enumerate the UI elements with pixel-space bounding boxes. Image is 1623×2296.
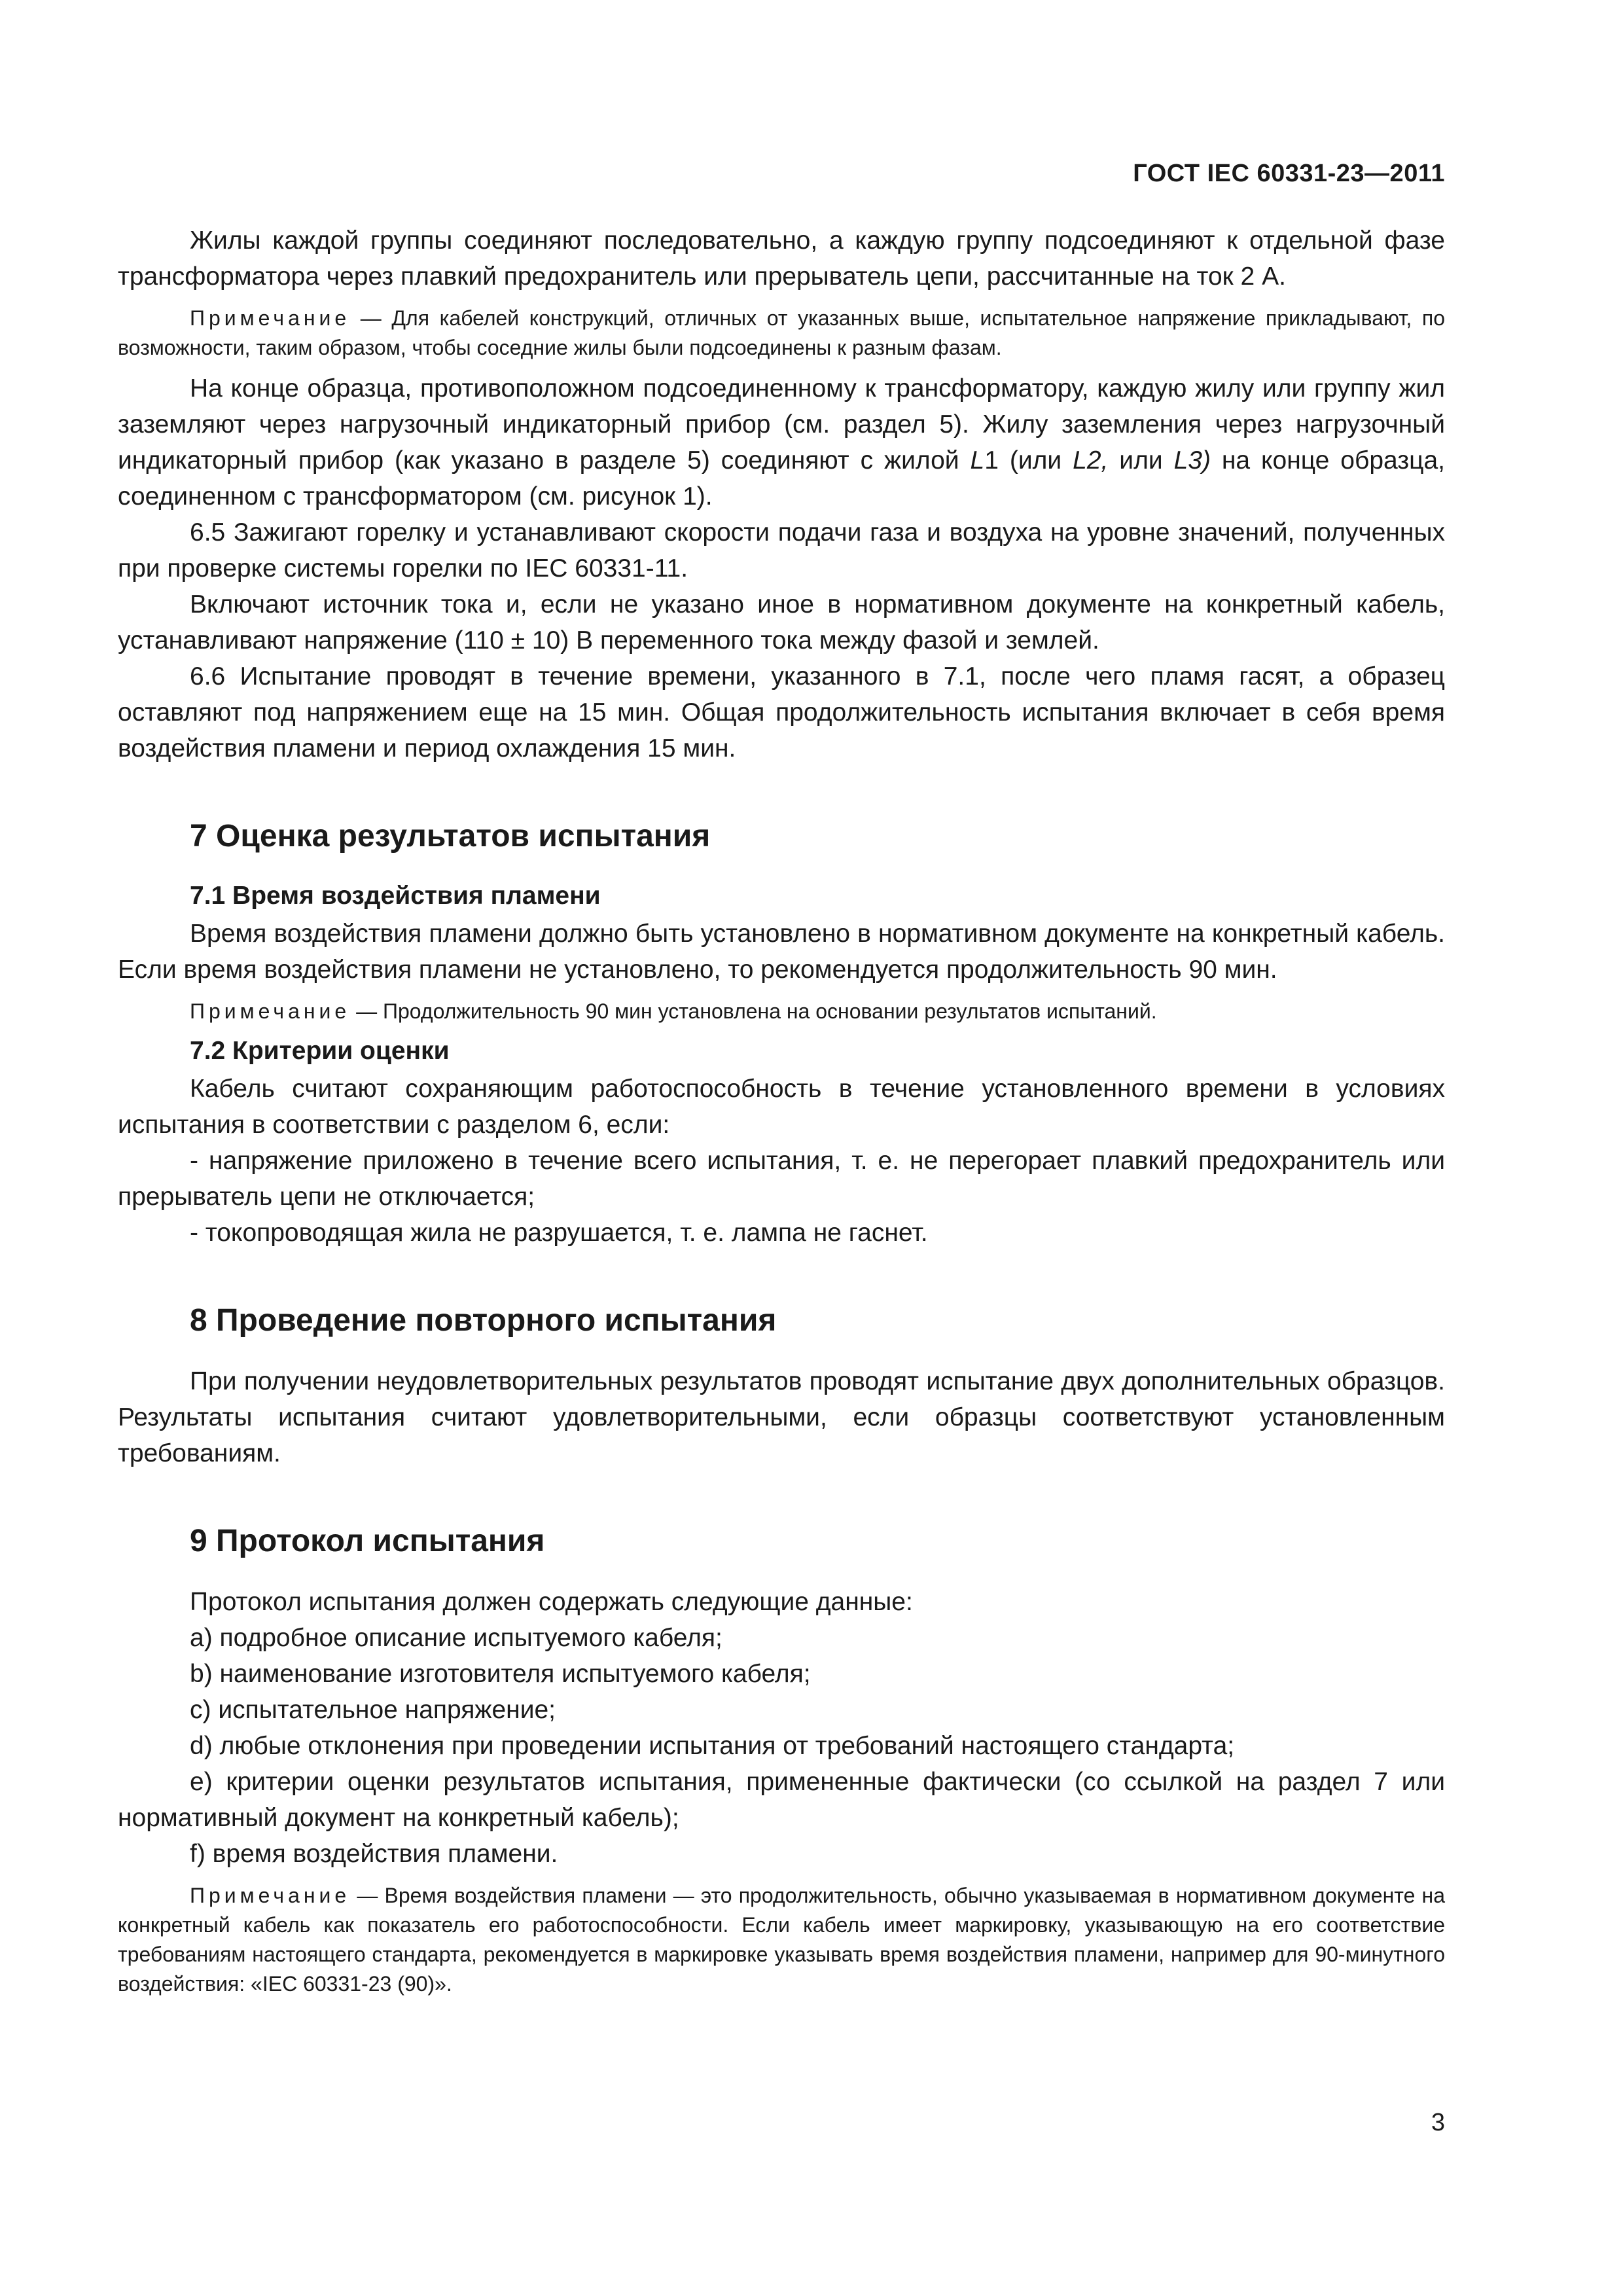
paragraph-8: При получении неудовлетворительных результатов проводят испытание двух дополнительных образцов. Результаты испытания считают удовлетворительными, если образцы соответствуют установленным требованиям. xyxy=(118,1367,1445,1467)
standard-code-header: ГОСТ IEC 60331-23—2011 xyxy=(1133,160,1445,187)
paragraph-grounding xyxy=(118,370,1445,514)
list-item-d: d) любые отклонения при проведении испытания от требований настоящего стандарта; xyxy=(190,1732,1235,1760)
note-text: — Время воздействия пламени — это продолжительность, обычно указываемая в нормативном документе на конкретный кабель как показатель его работоспособности. Если кабель имеет маркировку, указывающую на его соответствие требованиям настоящего стандарта, рекомендуется в маркировке указывать время воздействия пламени, например для 90-минутного воздействия: «IEC 60331-23 (90)». xyxy=(118,1884,1445,1996)
page-number: 3 xyxy=(1431,2109,1445,2136)
list-item-b: b) наименование изготовителя испытуемого кабеля; xyxy=(190,1660,811,1688)
italic-symbol: L3) xyxy=(1173,446,1211,475)
list-item-e: e) критерии оценки результатов испытания, примененные фактически (со ссылкой на раздел 7 или нормативный документ на конкретный кабель); xyxy=(118,1768,1445,1832)
note-duration xyxy=(118,997,1445,1026)
list-item-a: a) подробное описание испытуемого кабеля; xyxy=(190,1624,722,1652)
italic-symbol: L xyxy=(970,446,985,475)
paragraph-7-1: Время воздействия пламени должно быть установлено в нормативном документе на конкретный кабель. Если время воздействия пламени не установлено, то рекомендуется продолжительность 90 мин. xyxy=(118,920,1445,984)
paragraph-6-5: 6.5 Зажигают горелку и устанавливают скорости подачи газа и воздуха на уровне значений, полученных при проверке системы горелки по IEC 60331-11. xyxy=(118,518,1445,583)
paragraph-7-2: Кабель считают сохраняющим работоспособность в течение установленного времени в условиях испытания в соответствии с разделом 6, если: xyxy=(118,1075,1445,1139)
note-text: — Продолжительность 90 мин установлена на основании результатов испытаний. xyxy=(350,999,1157,1023)
section-7-heading: 7 Оценка результатов испытания xyxy=(190,819,711,853)
subsection-7-1-heading: 7.1 Время воздействия пламени xyxy=(190,882,601,910)
note-label: Примечание xyxy=(190,306,351,330)
list-item-f: f) время воздействия пламени. xyxy=(190,1840,558,1868)
paragraph-text: 1 (или xyxy=(984,446,1073,475)
note-flame-time xyxy=(118,1881,1445,1999)
list-item-voltage: - напряжение приложено в течение всего испытания, т. е. не перегорает плавкий предохранитель или прерыватель цепи не отключается; xyxy=(118,1147,1445,1211)
list-item-c: c) испытательное напряжение; xyxy=(190,1696,556,1724)
section-8-heading: 8 Проведение повторного испытания xyxy=(190,1303,777,1338)
page-content xyxy=(118,223,1445,2007)
paragraph-text: или xyxy=(1108,446,1174,475)
paragraph-9-intro: Протокол испытания должен содержать следующие данные: xyxy=(190,1588,913,1616)
note-text: — Для кабелей конструкций, отличных от указанных выше, испытательное напряжение прикладывают, по возможности, таким образом, чтобы соседние жилы были подсоединены к разным фазам. xyxy=(118,306,1445,359)
list-item-conductor: - токопроводящая жила не разрушается, т. е. лампа не гаснет. xyxy=(190,1219,928,1247)
italic-symbol: L2, xyxy=(1073,446,1109,475)
note-label: Примечание xyxy=(190,999,351,1023)
note-label: Примечание xyxy=(190,1884,351,1907)
paragraph-voltage: Включают источник тока и, если не указано иное в нормативном документе на конкретный кабель, устанавливают напряжение (110 ± 10) В переменного тока между фазой и землей. xyxy=(118,590,1445,655)
section-9-heading: 9 Протокол испытания xyxy=(190,1524,545,1558)
note-test-voltage xyxy=(118,304,1445,363)
subsection-7-2-heading: 7.2 Критерии оценки xyxy=(190,1037,450,1065)
paragraph-text: на конце образца, соединенном с трансформатором (см. рисунок 1). xyxy=(118,446,1446,511)
paragraph-text: На конце образца, противоположном подсоединенному к трансформатору, каждую жилу или группу жил заземляют через нагрузочный индикаторный прибор (см. раздел 5). Жилу заземления через нагрузочный индикаторный прибор (как указано в разделе 5) соединяют с жилой xyxy=(118,374,1445,475)
paragraph-core-groups: Жилы каждой группы соединяют последовательно, а каждую группу подсоединяют к отдельной фазе трансформатора через плавкий предохранитель или прерыватель цепи, рассчитанные на ток 2 А. xyxy=(118,226,1445,291)
paragraph-6-6: 6.6 Испытание проводят в течение времени, указанного в 7.1, после чего пламя гасят, а образец оставляют под напряжением еще на 15 мин. Общая продолжительность испытания включает в себя время воздействия пламени и период охлаждения 15 мин. xyxy=(118,662,1445,762)
